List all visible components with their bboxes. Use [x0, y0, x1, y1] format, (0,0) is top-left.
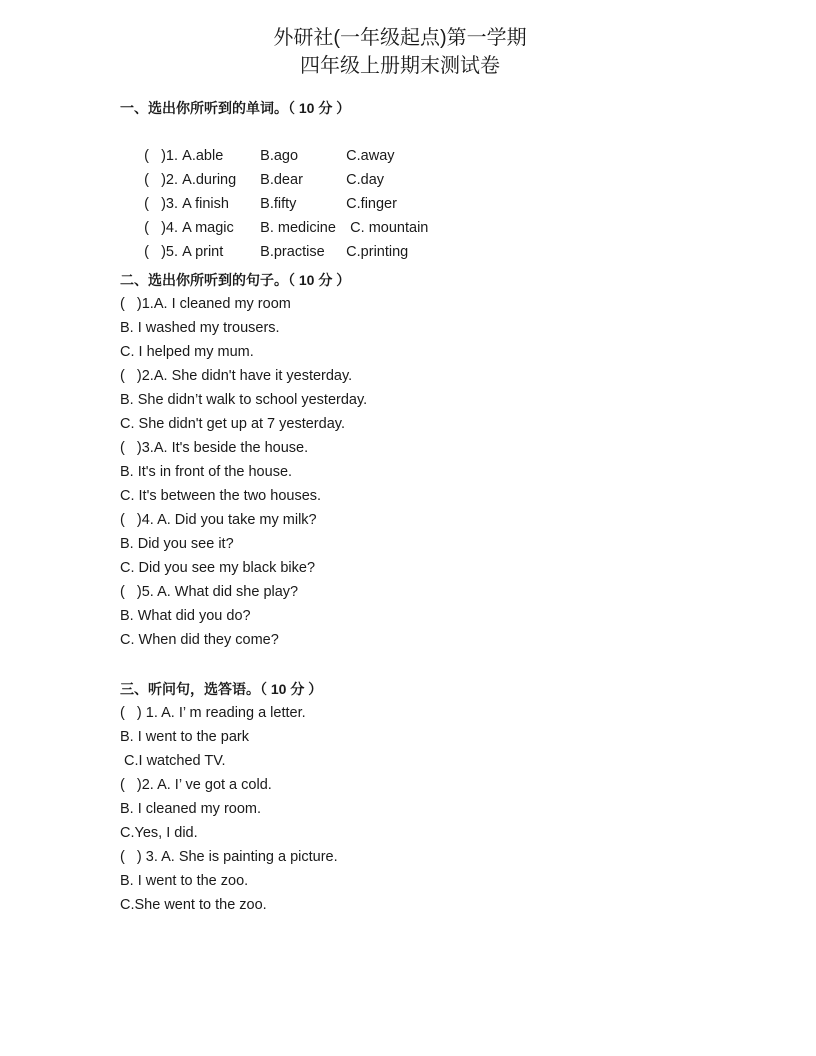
exam-title-line1: 外研社(一年级起点)第一学期 — [273, 27, 527, 49]
answer-line: ( ) 1. A. I’ m reading a letter. — [120, 705, 306, 721]
sentence-line: C. Did you see my black bike? — [120, 560, 316, 576]
answer-line: ( ) 3. A. She is painting a picture. — [120, 849, 338, 865]
sentence-line: B. I washed my trousers. — [120, 320, 280, 336]
sentence-line: B. Did you see it? — [120, 536, 234, 552]
option-a: A magic — [182, 220, 234, 236]
answer-line: B. I went to the zoo. — [120, 873, 249, 889]
question-number: ( )3. — [144, 196, 179, 212]
option-c: C. mountain — [350, 220, 429, 236]
option-a: A finish — [182, 196, 229, 212]
sentence-line: B. She didn’t walk to school yesterday. — [120, 392, 368, 408]
sentence-line: ( )2.A. She didn't have it yesterday. — [120, 368, 353, 384]
answer-line: C.She went to the zoo. — [120, 897, 267, 913]
word-question — [120, 120, 760, 164]
sentence-line: ( )4. A. Did you take my milk? — [120, 512, 317, 528]
answer-line: B. I cleaned my room. — [120, 801, 262, 817]
answer-line: C.Yes, I did. — [120, 825, 198, 841]
section-1-heading: 一、选出你所听到的单词。（ 10 分 ） — [120, 100, 351, 116]
answer-line: C.I watched TV. — [120, 753, 226, 769]
sentence-line: C. She didn't get up at 7 yesterday. — [120, 416, 345, 432]
option-c: C.away — [346, 148, 395, 164]
section-1 — [120, 96, 760, 260]
question-number: ( )1. — [144, 148, 179, 164]
answer-line: ( )2. A. I’ ve got a cold. — [120, 777, 272, 793]
sentence-line: B. What did you do? — [120, 608, 251, 624]
option-b: B. medicine — [260, 220, 336, 236]
sentence-line: C. I helped my mum. — [120, 344, 254, 360]
option-a: A print — [182, 244, 224, 260]
question-number: ( )5. — [144, 244, 179, 260]
option-c: C.day — [346, 172, 385, 188]
sentence-line: ( )5. A. What did she play? — [120, 584, 299, 600]
option-a: A.able — [182, 148, 224, 164]
option-b: B.fifty — [260, 196, 297, 212]
section-2 — [120, 268, 760, 652]
sentence-line: ( )3.A. It's beside the house. — [120, 440, 309, 456]
section-2-heading: 二、选出你所听到的句子。（ 10 分 ） — [120, 272, 351, 288]
sentence-line: C. It's between the two houses. — [120, 488, 322, 504]
option-b: B.practise — [260, 244, 325, 260]
option-a: A.during — [182, 172, 237, 188]
option-c: C.printing — [346, 244, 409, 260]
answer-line: B. I went to the park — [120, 729, 249, 745]
question-number: ( )4. — [144, 220, 179, 236]
question-number: ( )2. — [144, 172, 179, 188]
option-c: C.finger — [346, 196, 397, 212]
option-b: B.dear — [260, 172, 303, 188]
option-b: B.ago — [260, 148, 299, 164]
section-3-heading: 三、听问句，选答语。（ 10 分 ） — [120, 681, 323, 697]
sentence-line: C. When did they come? — [120, 632, 279, 648]
sentence-line: B. It's in front of the house. — [120, 464, 293, 480]
exam-title-line2: 四年级上册期末测试卷 — [300, 55, 500, 77]
sentence-line: ( )1.A. I cleaned my room — [120, 296, 291, 312]
section-3 — [120, 677, 760, 917]
